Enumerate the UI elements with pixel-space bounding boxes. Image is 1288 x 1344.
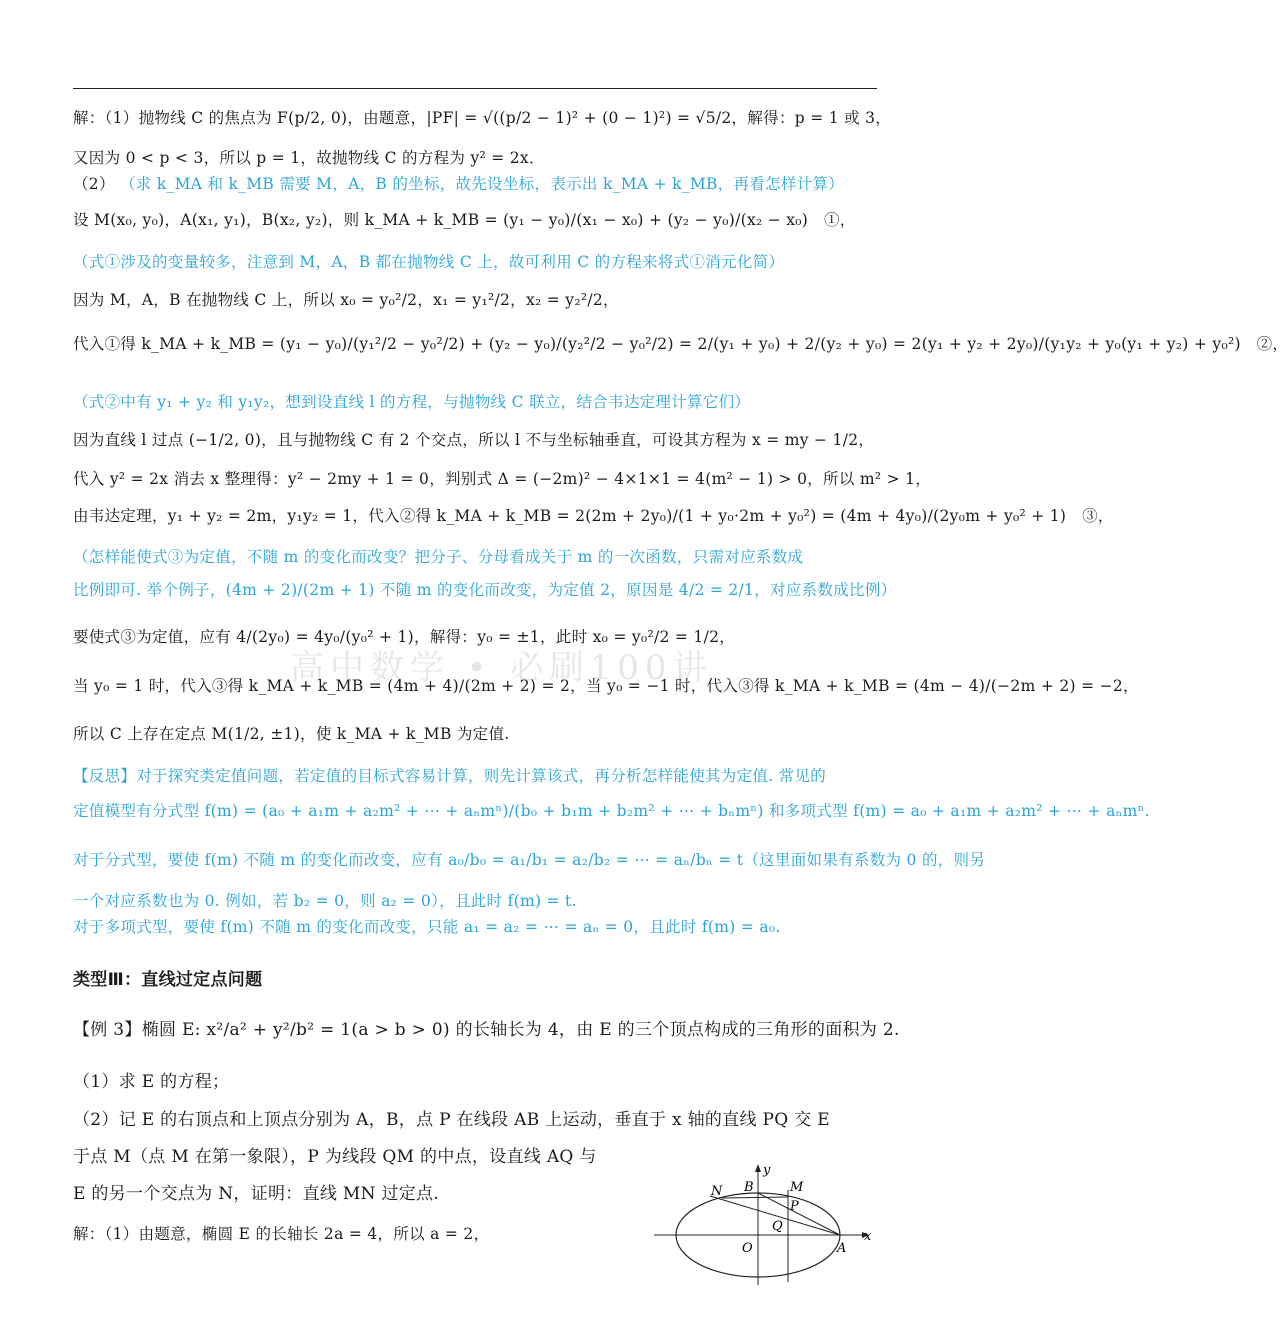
hint-4b: 比例即可. 举个例子，(4m + 2)/(2m + 1) 不随 m 的变化而改变，为定值 2，原因是 4/2 = 2/1，对应系数成比例）: [73, 581, 897, 599]
solution-line-1: 解：（1）抛物线 C 的焦点为 F(p/2, 0)，由题意，|PF| = √((p/2 − 1)² + (0 − 1)²) = √5/2，解得：p = 1 或 3，: [73, 109, 892, 127]
reflection-line-2: 定值模型有分式型 f(m) = (a₀ + a₁m + a₂m² + ⋯ + aₙmⁿ)/(b₀ + b₁m + b₂m² + ⋯ + bₙmⁿ) 和多项式型 f(m) = a₀ + a₁m + a₂m² + ⋯ + aₙmⁿ.: [73, 802, 1150, 820]
solution-line-9: 要使式③为定值，应有 4/(2y₀) = 4y₀/(y₀² + 1)，解得：y₀ = ±1，此时 x₀ = y₀²/2 = 1/2，: [73, 628, 736, 646]
header-rule: [73, 88, 877, 89]
reflection-line-4: 一个对应系数也为 0. 例如，若 b₂ = 0，则 a₂ = 0），且此时 f(m) = t.: [73, 892, 577, 910]
solution-line-2: 又因为 0 < p < 3，所以 p = 1，故抛物线 C 的方程为 y² = 2x．: [73, 149, 545, 167]
example-solution-line: 解：（1）由题意，椭圆 E 的长轴长 2a = 4，所以 a = 2，: [73, 1225, 490, 1243]
label-y: y: [763, 1163, 771, 1178]
label-P: P: [790, 1199, 799, 1214]
solution-part-2-label: [73, 172, 877, 196]
example-line-4: 于点 M（点 M 在第一象限），P 为线段 QM 的中点，设直线 AQ 与: [73, 1147, 597, 1167]
example-line-2: （1）求 E 的方程；: [73, 1072, 230, 1092]
solution-line-6: 因为直线 l 过点 (−1/2, 0)，且与抛物线 C 有 2 个交点，所以 l 不与坐标轴垂直，可设其方程为 x = my − 1/2，: [73, 431, 875, 449]
part-2-marker: （2）: [73, 175, 115, 193]
section-title: 类型Ⅲ：直线过定点问题: [73, 970, 263, 990]
label-M: M: [790, 1180, 804, 1195]
solution-line-3: 设 M(x₀, y₀)，A(x₁, y₁)，B(x₂, y₂)，则 k_MA + k_MB = (y₁ − y₀)/(x₁ − x₀) + (y₂ − y₀)/(x₂ − x₀) ①，: [73, 211, 856, 229]
label-O: O: [742, 1241, 753, 1256]
solution-line-5: 代入①得 k_MA + k_MB = (y₁ − y₀)/(y₁²/2 − y₀²/2) + (y₂ − y₀)/(y₂²/2 − y₀²/2) = 2/(y₁ + y₀) + 2/(y₂ + y₀) = 2(y₁ + y₂ + 2y₀)/(y₁y₂ + y₀(y₁ + y₂) + y₀²) ②，: [73, 335, 1288, 353]
reflection-line-5: 对于多项式型，要使 f(m) 不随 m 的变化而改变，只能 a₁ = a₂ = ⋯ = aₙ = 0，且此时 f(m) = a₀.: [73, 918, 781, 936]
example-line-3: （2）记 E 的右顶点和上顶点分别为 A，B，点 P 在线段 AB 上运动，垂直于 x 轴的直线 PQ 交 E: [73, 1110, 830, 1130]
solution-line-8: 由韦达定理，y₁ + y₂ = 2m，y₁y₂ = 1，代入②得 k_MA + k_MB = 2(2m + 2y₀)/(1 + y₀·2m + y₀²) = (4m + 4y₀)/(2y₀m + y₀² + 1) ③，: [73, 507, 1114, 525]
label-Q: Q: [772, 1219, 783, 1234]
hint-4a: （怎样能使式③为定值，不随 m 的变化而改变？把分子、分母看成关于 m 的一次函数，只需对应系数成: [73, 548, 804, 566]
label-B: B: [744, 1180, 754, 1195]
y-axis-arrow: [755, 1164, 761, 1172]
line-MN: [722, 1197, 788, 1198]
example-line-5: E 的另一个交点为 N，证明：直线 MN 过定点.: [73, 1184, 440, 1204]
label-N: N: [711, 1184, 723, 1199]
label-x: x: [864, 1229, 872, 1244]
hint-3: （式②中有 y₁ + y₂ 和 y₁y₂，想到设直线 l 的方程，与抛物线 C 联立，结合韦达定理计算它们）: [73, 393, 751, 411]
solution-line-10: 当 y₀ = 1 时，代入③得 k_MA + k_MB = (4m + 4)/(2m + 2) = 2，当 y₀ = −1 时，代入③得 k_MA + k_MB = (4m − 4)/(−2m + 2) = −2，: [73, 677, 1139, 695]
solution-line-4: 因为 M，A，B 在抛物线 C 上，所以 x₀ = y₀²/2，x₁ = y₁²/2，x₂ = y₂²/2，: [73, 291, 619, 309]
hint-2: （式①涉及的变量较多，注意到 M，A，B 都在抛物线 C 上，故可利用 C 的方程来将式①消元化简）: [73, 253, 785, 271]
label-A: A: [837, 1241, 847, 1256]
reflection-line-1: 【反思】对于探究类定值问题，若定值的目标式容易计算，则先计算该式，再分析怎样能使其为定值. 常见的: [73, 767, 827, 785]
solution-line-7: 代入 y² = 2x 消去 x 整理得：y² − 2my + 1 = 0，判别式 Δ = (−2m)² − 4×1×1 = 4(m² − 1) > 0，所以 m² > 1，: [73, 470, 932, 488]
watermark: 高中数学 • 必刷100讲: [290, 648, 713, 688]
ellipse-figure: [650, 1160, 880, 1290]
example-line-1: 【例 3】椭圆 E: x²/a² + y²/b² = 1(a > b > 0) 的长轴长为 4，由 E 的三个顶点构成的三角形的面积为 2.: [73, 1020, 900, 1040]
reflection-line-3: 对于分式型，要使 f(m) 不随 m 的变化而改变，应有 a₀/b₀ = a₁/b₁ = a₂/b₂ = ⋯ = aₙ/bₙ = t（这里面如果有系数为 0 的，则另: [73, 851, 986, 869]
solution-line-11: 所以 C 上存在定点 M(1/2, ±1)，使 k_MA + k_MB 为定值.: [73, 725, 510, 743]
hint-1: （求 k_MA 和 k_MB 需要 M，A，B 的坐标，故先设坐标，表示出 k_MA + k_MB，再看怎样计算）: [120, 175, 845, 193]
